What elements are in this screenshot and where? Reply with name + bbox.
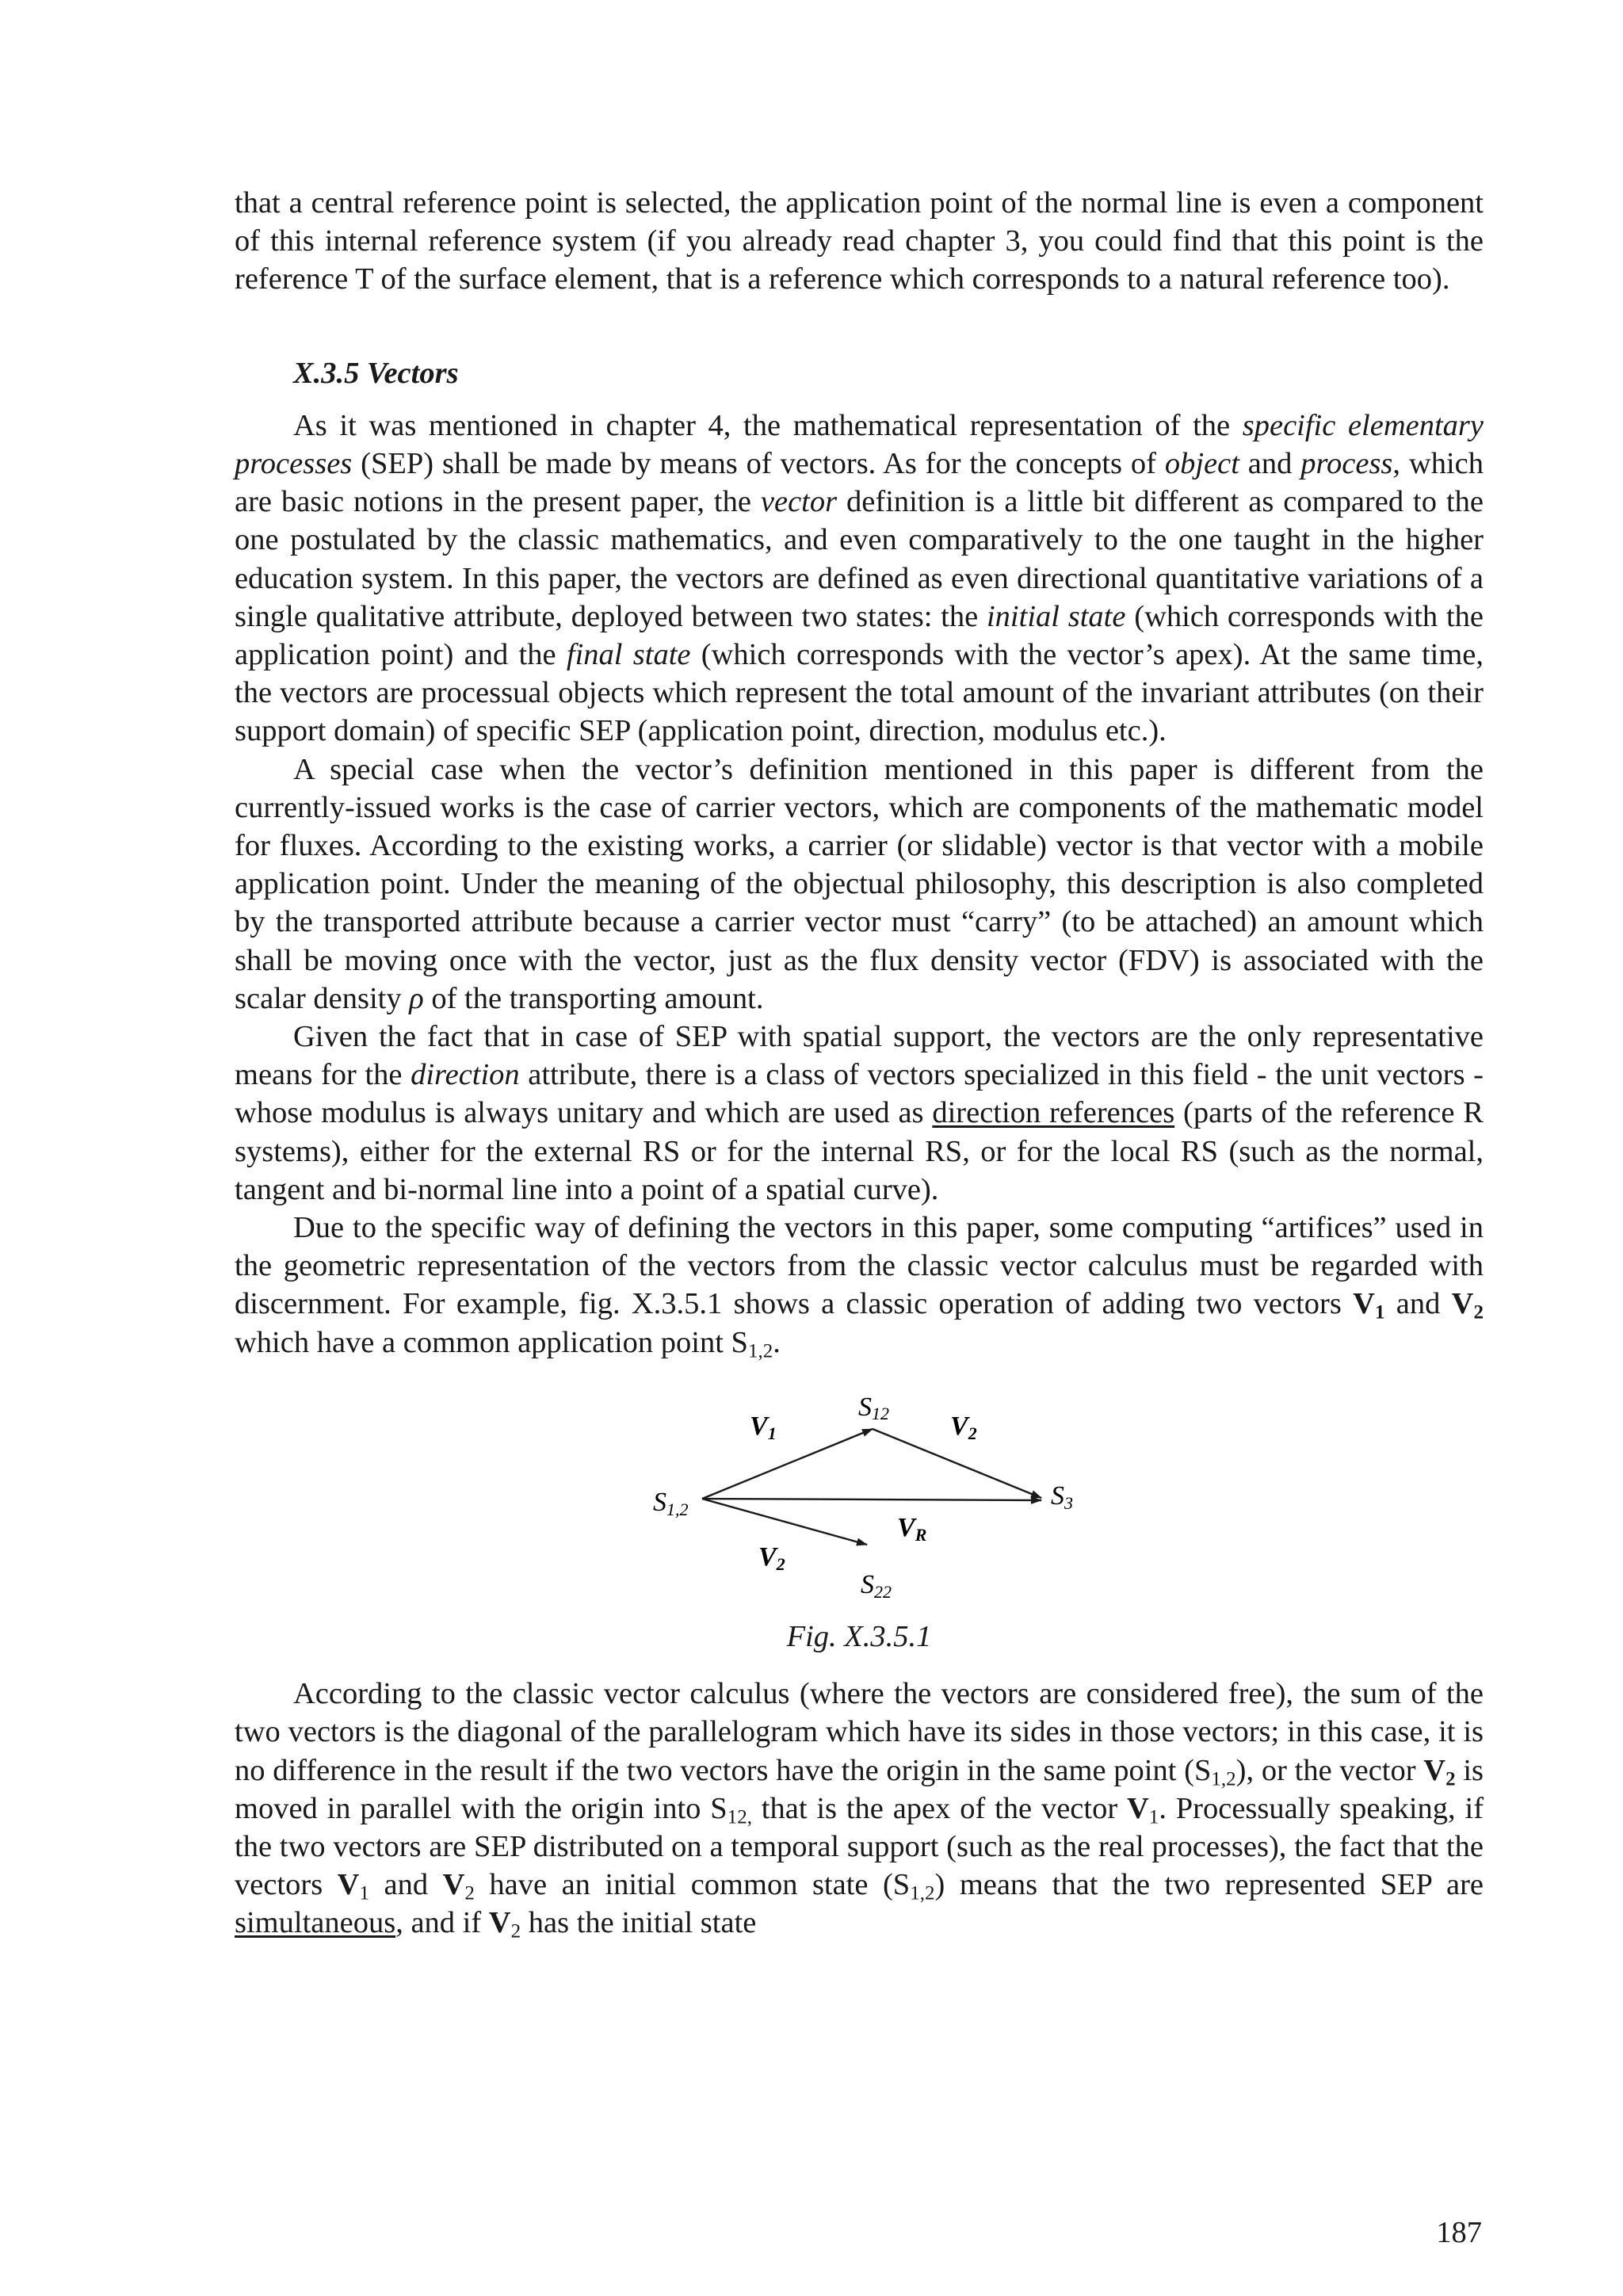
vector-v2-bottom-line <box>702 1499 867 1545</box>
label-s3: S3 <box>1051 1480 1073 1513</box>
label-vr: VR <box>897 1512 927 1545</box>
label-s22: S22 <box>861 1569 892 1602</box>
paragraph-carrier-vectors: A special case when the vector’s definition mentioned in this paper is different from the currently-issued works is the case of carrier vectors, which are components of the mathematic model for fluxes. According to the existing works, a carrier (or slidable) vector is that vector with a mobile application point. Under the meaning of the objectual philosophy, this description is also completed by the transported attribute because a carrier vector must “carry” (to be attached) an amount which shall be moving once with the vector, just as the flux density vector (FDV) is associated with the scalar density ρ of the transporting amount. <box>235 752 1484 1015</box>
paragraph-unit-vectors: Given the fact that in case of SEP with spatial support, the vectors are the only representative means for the direction attribute, there is a class of vectors specialized in this field - the unit vectors - whose modulus is always unitary and which are used as direction references (parts of the reference R systems), either for the external RS or for the internal RS, or for the local RS (such as the normal, tangent and bi-normal line into a point of a spatial curve). <box>235 1020 1484 1206</box>
figure-caption: Fig. X.3.5.1 <box>786 1619 932 1653</box>
section-heading: X.3.5 Vectors <box>293 356 459 390</box>
paragraph-classic-calculus: According to the classic vector calculus (where the vectors are considered free), the sum of the two vectors is the diagonal of the parallelogram which have its sides in those vectors; in this case, it is no difference in the result if the two vectors have the origin in the same point $(S_{1,2})$, or the vector $V_2$ is moved in parallel with the origin into $S_{12,}$ that is the apex of the vector $V_1$. Processually speaking, if the two vectors are SEP distributed on a temporal support (such as the real processes), the fact that the vectors $V_1$ and $V_2$ have an initial common state $(S_{1,2})$ means that the two represented SEP are simultaneous, and if $V_2$ has the initial state <box>235 1677 1484 1943</box>
vector-v1-line <box>702 1429 873 1499</box>
page-body <box>235 184 1484 1943</box>
paragraph-continued: that a central reference point is selected, the application point of the normal line is even a component of this internal reference system (if you already read chapter 3, you could find that this point is the reference T of the surface element, that is a reference which corresponds to a natural reference too). <box>235 186 1484 296</box>
label-v1: V1 <box>750 1411 777 1443</box>
paragraph-vectors-definition: As it was mentioned in chapter 4, the mathematical representation of the specific elementary processes (SEP) shall be made by means of vectors. As for the concepts of object and process, which are basic notions in the present paper, the vector definition is a little bit different as compared to the one postulated by the classic mathematics, and even comparatively to the one taught in the higher education system. In this paper, the vectors are defined as even directional quantitative variations of a single qualitative attribute, deployed between two states: the initial state (which corresponds with the application point) and the final state (which corresponds with the vector’s apex). At the same time, the vectors are processual objects which represent the total amount of the invariant attributes (on their support domain) of specific SEP (application point, direction, modulus etc.). <box>235 408 1484 748</box>
label-v2-top: V2 <box>950 1411 977 1443</box>
label-s12: S12 <box>858 1392 889 1423</box>
vector-addition-figure <box>235 1377 1484 1603</box>
vector-diagram <box>235 1377 1484 1603</box>
label-s1-2: S1,2 <box>653 1487 689 1519</box>
paragraph-computing-artifices: Due to the specific way of defining the vectors in this paper, some computing “artifices” used in the geometric representation of the vectors from the classic vector calculus must be regarded with discernment. For example, fig. X.3.5.1 shows a classic operation of adding two vectors $V_1$ and $V_2$ which have a common application point $S_{1,2}$. <box>235 1211 1484 1362</box>
vector-vr-line <box>702 1499 1041 1500</box>
label-v2-bottom: V2 <box>758 1541 785 1574</box>
page-number: 187 <box>1436 2216 1482 2249</box>
